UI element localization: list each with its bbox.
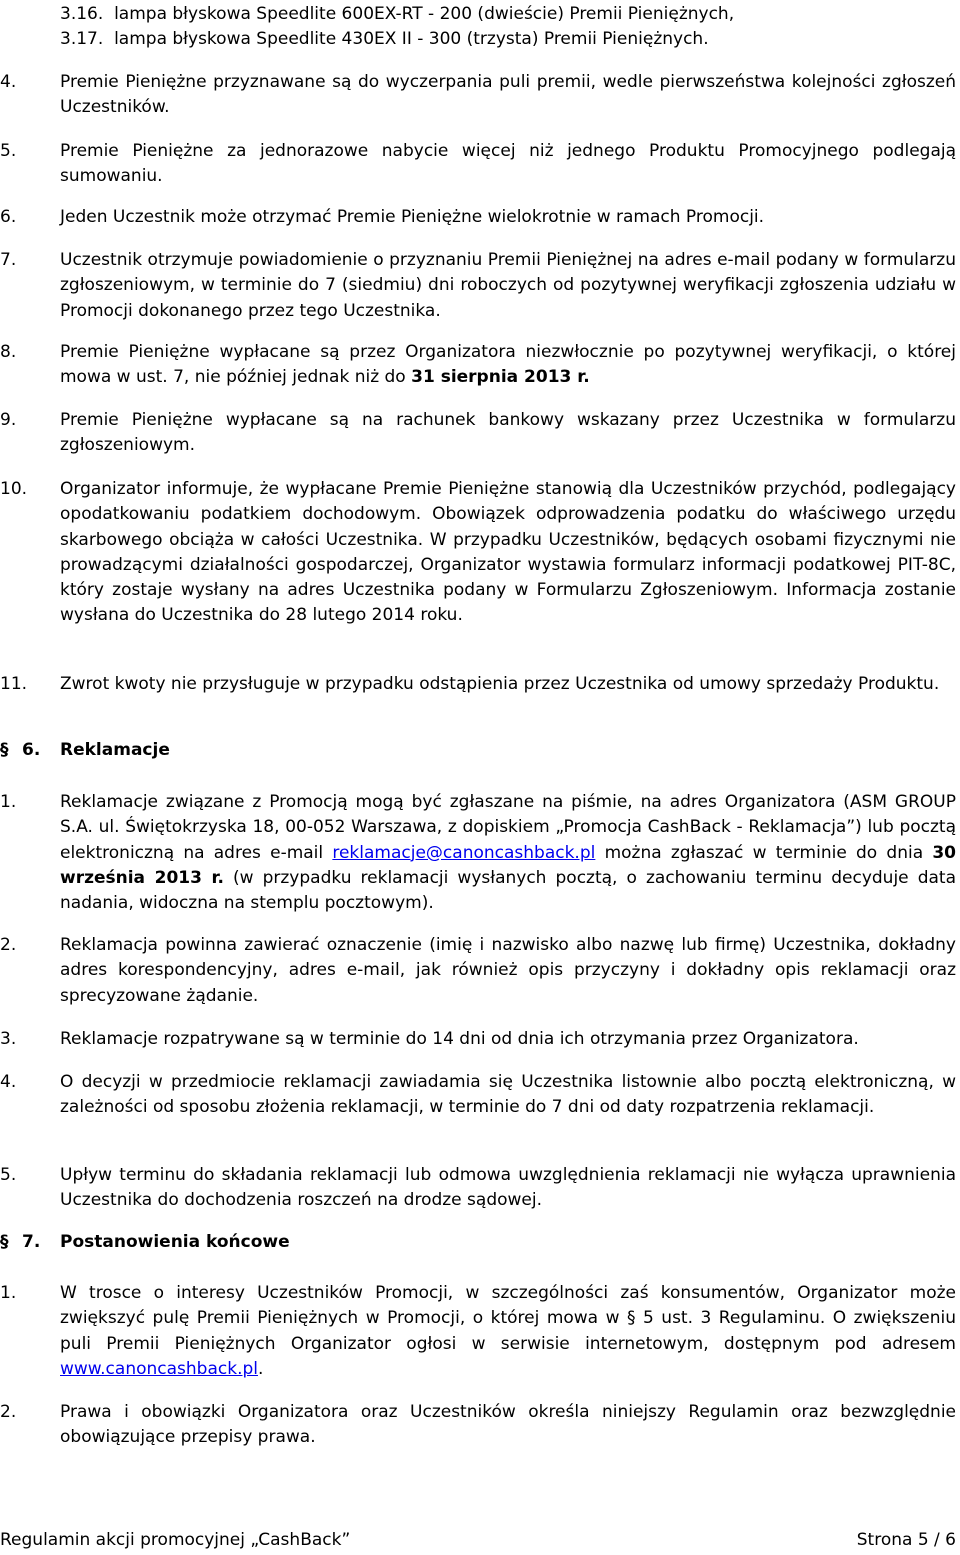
footer-page-number: Strona 5 / 6	[856, 1530, 956, 1550]
paragraph-number: 1.	[0, 1283, 17, 1303]
paragraph-9: Premie Pieniężne wypłacane są na rachunek bankowy wskazany przez Uczestnika w formularzu zgłoszeniowym.	[60, 410, 956, 456]
complaint-email-link[interactable]: reklamacje@canoncashback.pl	[332, 842, 596, 863]
paragraph-number: 11.	[0, 674, 28, 694]
section-mark: §	[0, 1232, 9, 1252]
paragraph-4: Premie Pieniężne przyznawane są do wyczerpania puli premii, wedle pierwszeństwa kolejności zgłoszeń Uczestników.	[60, 72, 956, 118]
paragraph-number: 5.	[0, 141, 17, 161]
paragraph-number: 3.	[0, 1029, 17, 1049]
paragraph-10: Organizator informuje, że wypłacane Premie Pieniężne stanowią dla Uczestników przychód, podlegający opodatkowaniu podatkiem dochodowym. Obowiązek odprowadzenia podatku do właściwego urzędu skarbowego obciąża w całości Uczestnika. W przypadku Uczestników, będących osobami fizycznymi nie prowadzącymi działalności gospodarczej, Organizator wystawia formularz informacji podatkowej PIT-8C, który zostaje wysłany na adres Uczestnika podany w Formularzu Zgłoszeniowym. Informacja zostanie wysłana do Uczestnika do 28 lutego 2014 roku.	[60, 479, 956, 626]
paragraph-number: 2.	[0, 935, 17, 955]
paragraph-text: .	[257, 1358, 264, 1379]
paragraph-text: Reklamacje związane z Promocją mogą być zgłaszane na piśmie, na adres Organizatora (ASM GROUP S.A. ul. Świętokrzyska 18, 00-052 Warszawa, z dopiskiem „Promocja CashBack - Reklamacja”) lub pocztą elektroniczną na adres e-mail	[60, 792, 956, 863]
final-paragraph-2: Prawa i obowiązki Organizatora oraz Uczestników określa niniejszy Regulamin oraz bezwzględnie obowiązujące przepisy prawa.	[60, 1402, 956, 1448]
sub-item-3-16	[60, 2, 734, 27]
paragraph-6: Jeden Uczestnik może otrzymać Premie Pieniężne wielokrotnie w ramach Promocji.	[60, 207, 765, 227]
paragraph-number: 1.	[0, 792, 17, 812]
deadline-date: 31 sierpnia 2013 r.	[411, 367, 590, 388]
sub-item-text: lampa błyskowa Speedlite 430EX II - 300 (trzysta) Premii Pieniężnych.	[114, 29, 709, 49]
sub-item-number: 3.17.	[60, 29, 104, 49]
paragraph-text: Premie Pieniężne wypłacane są przez Organizatora niezwłocznie po pozytywnej weryfikacji, o której mowa w ust. 7, nie później jednak niż do	[60, 342, 956, 388]
paragraph-7: Uczestnik otrzymuje powiadomienie o przyznaniu Premii Pieniężnej na adres e-mail podany w formularzu zgłoszeniowym, w terminie do 7 (siedmiu) dni roboczych od pozytywnej weryfikacji zgłoszenia udziału w Promocji dokonanego przez tego Uczestnika.	[60, 250, 956, 321]
section-title: Reklamacje	[60, 740, 170, 760]
section-heading-7	[0, 1230, 290, 1255]
sub-item-text: lampa błyskowa Speedlite 600EX-RT - 200 (dwieście) Premii Pieniężnych,	[114, 4, 735, 24]
paragraph-number: 4.	[0, 72, 17, 92]
paragraph-text: można zgłaszać w terminie do dnia	[595, 842, 933, 863]
paragraph-8	[60, 340, 956, 391]
section-title: Postanowienia końcowe	[60, 1232, 290, 1252]
website-link[interactable]: www.canoncashback.pl	[60, 1358, 258, 1379]
section-mark: §	[0, 740, 9, 760]
paragraph-number: 2.	[0, 1402, 17, 1422]
paragraph-5: Premie Pieniężne za jednorazowe nabycie więcej niż jednego Produktu Promocyjnego podlegają sumowaniu.	[60, 141, 956, 187]
paragraph-number: 6.	[0, 207, 17, 227]
paragraph-number: 5.	[0, 1165, 17, 1185]
paragraph-number: 4.	[0, 1072, 17, 1092]
paragraph-number: 8.	[0, 342, 17, 362]
paragraph-text: (w przypadku reklamacji wysłanych pocztą, o zachowaniu terminu decyduje data nadania, widoczna na stemplu pocztowym).	[60, 867, 956, 914]
complaint-paragraph-3: Reklamacje rozpatrywane są w terminie do 14 dni od dnia ich otrzymania przez Organizatora.	[60, 1029, 859, 1049]
section-number: 7.	[22, 1232, 41, 1252]
section-heading-6	[0, 738, 170, 763]
paragraph-number: 7.	[0, 250, 17, 270]
paragraph-11: Zwrot kwoty nie przysługuje w przypadku odstąpienia przez Uczestnika od umowy sprzedaży Produktu.	[60, 674, 940, 694]
complaint-paragraph-5: Upływ terminu do składania reklamacji lub odmowa uwzględnienia reklamacji nie wyłącza uprawnienia Uczestnika do dochodzenia roszczeń na drodze sądowej.	[60, 1165, 956, 1211]
sub-item-number: 3.16.	[60, 4, 104, 24]
deadline-date: 30 września 2013 r.	[60, 842, 956, 888]
sub-item-3-17	[60, 27, 709, 52]
final-paragraph-1	[60, 1281, 956, 1382]
paragraph-number: 10.	[0, 479, 28, 499]
complaint-paragraph-1	[60, 790, 956, 916]
complaint-paragraph-4: O decyzji w przedmiocie reklamacji zawiadamia się Uczestnika listownie albo pocztą elektroniczną, w zależności od sposobu złożenia reklamacji, w terminie do 7 dni od daty rozpatrzenia reklamacji.	[60, 1072, 956, 1118]
footer-document-title: Regulamin akcji promocyjnej „CashBack”	[0, 1530, 351, 1550]
paragraph-number: 9.	[0, 410, 17, 430]
paragraph-text: W trosce o interesy Uczestników Promocji, w szczególności zaś konsumentów, Organizator może zwiększyć pulę Premii Pieniężnych w Promocji, o której mowa w § 5 ust. 3 Regulaminu. O zwiększeniu puli Premii Pieniężnych Organizator ogłosi w serwisie internetowym, dostępnym pod adresem	[60, 1283, 956, 1354]
section-number: 6.	[22, 740, 41, 760]
complaint-paragraph-2: Reklamacja powinna zawierać oznaczenie (imię i nazwisko albo nazwę lub firmę) Uczestnika, dokładny adres korespondencyjny, adres e-mail, jak również opis przyczyny i dokładny opis reklamacji oraz sprecyzowane żądanie.	[60, 935, 956, 1006]
